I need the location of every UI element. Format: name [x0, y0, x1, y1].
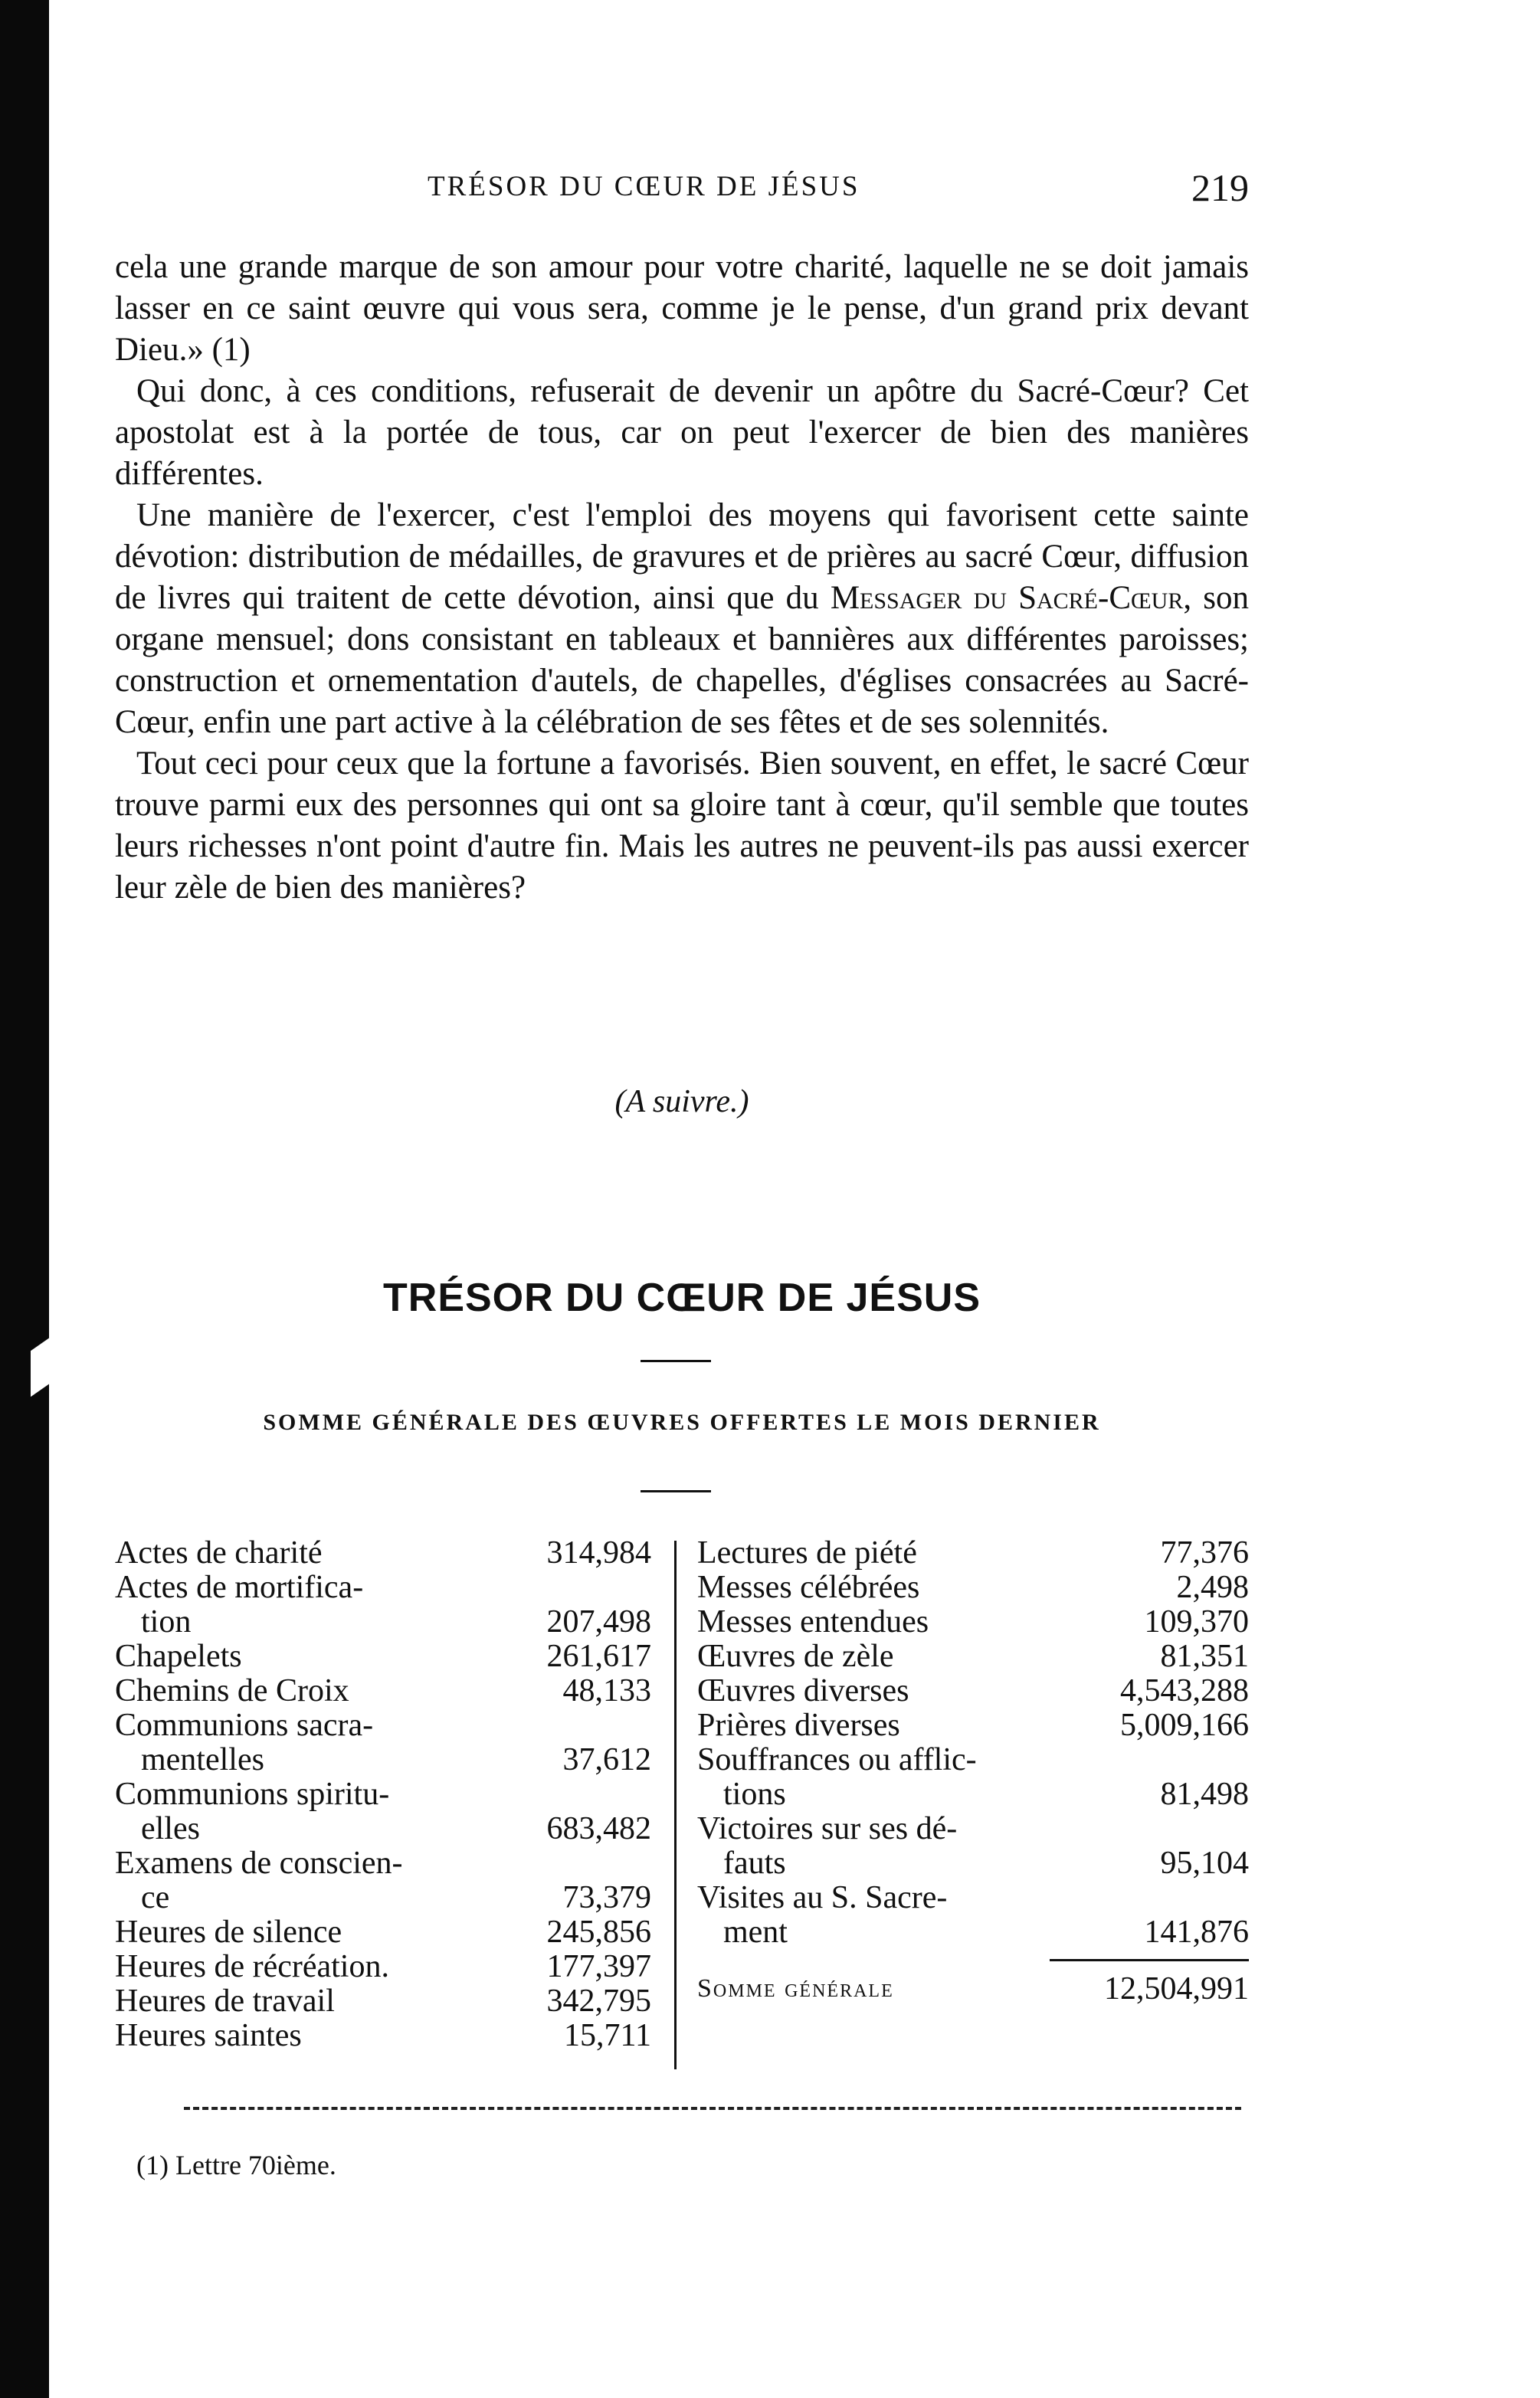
ledger-row [697, 1812, 1249, 1846]
running-title: TRÉSOR DU CŒUR DE JÉSUS [428, 171, 860, 202]
ledger-label: Chemins de Croix [115, 1674, 349, 1708]
ledger-label: Heures de récréation. [115, 1950, 389, 1984]
ledger-label: Heures saintes [115, 2019, 302, 2053]
ledger-label: Lectures de piété [697, 1536, 917, 1571]
ledger-row-continuation [115, 1743, 651, 1777]
ledger-value: 81,351 [1160, 1639, 1249, 1674]
ledger-right-column [697, 1535, 1249, 2007]
a-suivre: (A suivre.) [614, 1084, 749, 1119]
ledger-label: Messes entendues [697, 1605, 929, 1640]
ledger-label: Communions sacra- [115, 1708, 374, 1743]
ledger-label: Actes de charité [115, 1536, 323, 1571]
ledger-value: 77,376 [1160, 1535, 1249, 1571]
ledger-value: 2,498 [1176, 1570, 1249, 1605]
ledger-value: 73,379 [562, 1880, 651, 1915]
ledger-row [115, 1984, 651, 2019]
ledger-label: Messes célébrées [697, 1571, 920, 1605]
ledger-row [697, 1536, 1249, 1571]
total-label: Somme générale [697, 1974, 894, 2003]
ledger-row [115, 1571, 651, 1605]
ledger-value: 95,104 [1160, 1846, 1249, 1881]
ledger-row [115, 1915, 651, 1950]
ledger-row [697, 1571, 1249, 1605]
ledger-row-continuation [697, 1915, 1249, 1950]
ledger-label: Chapelets [115, 1640, 242, 1674]
messager-title: Messager du Sacré-Cœur [830, 580, 1184, 616]
footnote-separator [184, 2107, 1241, 2110]
ledger-value: 141,876 [1144, 1915, 1249, 1950]
ledger-label: Victoires sur ses dé- [697, 1812, 958, 1846]
paragraph-3-end: , son organe mensuel; dons consistant en tableaux et bannières aux différentes paroisses; construction et ornementation d'autels, de chapelles, d'églises consacrées au Sacré-Cœur, enfin une part active à la célébration de ses fêtes et de ses solennités. [115, 580, 1250, 740]
ledger-row [115, 1950, 651, 1984]
ledger-value: 48,133 [562, 1673, 651, 1708]
ledger-value: 109,370 [1144, 1604, 1249, 1640]
ledger-row [115, 1846, 651, 1881]
ledger-label: Actes de mortifica- [115, 1571, 364, 1605]
ledger-value: 207,498 [546, 1604, 651, 1640]
ledger-label: Heures de travail [115, 1984, 335, 2019]
ledger-row [115, 1536, 651, 1571]
ledger-label-continuation: mentelles [141, 1743, 264, 1777]
ledger-label-continuation: ce [141, 1881, 170, 1915]
ledger-label: Heures de silence [115, 1915, 342, 1950]
footnote: (1) Lettre 70ième. [136, 2150, 336, 2180]
paragraph-1: cela une grande marque de son amour pour votre charité, laquelle ne se doit jamais lasser en ce saint œuvre qui vous sera, comme je le pense, d'un grand prix devant Dieu.» (1) [115, 249, 1249, 368]
subtitle-rule [641, 1490, 711, 1492]
ledger-label: Examens de conscien- [115, 1846, 403, 1881]
ledger-value: 342,795 [546, 1984, 651, 2019]
body-text [115, 247, 1249, 909]
column-divider [674, 1541, 677, 2069]
ledger-label: Souffrances ou afflic- [697, 1743, 977, 1777]
ledger-row [115, 2019, 651, 2053]
ledger-label: Œuvres de zèle [697, 1640, 894, 1674]
ledger-row-continuation [115, 1812, 651, 1846]
ledger-row [697, 1708, 1249, 1743]
page-number: 219 [1191, 166, 1249, 209]
ledger-label-continuation: tion [141, 1605, 192, 1640]
ledger-value: 4,543,288 [1120, 1673, 1249, 1708]
ledger-row-continuation [115, 1881, 651, 1915]
section-title: TRÉSOR DU CŒUR DE JÉSUS [383, 1276, 981, 1320]
ledger-label: Communions spiritu- [115, 1777, 390, 1812]
ledger-value: 5,009,166 [1120, 1708, 1249, 1743]
ledger-label-continuation: ment [723, 1915, 788, 1950]
ledger-value: 245,856 [546, 1915, 651, 1950]
book-spine-shadow [0, 0, 49, 2398]
ledger-row [115, 1708, 651, 1743]
ledger-label-continuation: tions [723, 1777, 786, 1812]
ledger-label: Prières diverses [697, 1708, 900, 1743]
ledger-row [115, 1674, 651, 1708]
total-row [697, 1970, 1249, 2008]
title-rule [641, 1360, 711, 1362]
ledger-row-continuation [115, 1605, 651, 1640]
ledger-value: 683,482 [546, 1811, 651, 1846]
ledger-value: 177,397 [546, 1949, 651, 1984]
ledger-value: 37,612 [562, 1742, 651, 1777]
ledger-value: 81,498 [1160, 1777, 1249, 1812]
paragraph-2: Qui donc, à ces conditions, refuserait de devenir un apôtre du Sacré-Cœur? Cet apostolat est à la portée de tous, car on peut l'exercer de bien des manières différentes. [115, 373, 1249, 492]
section-subtitle: SOMME GÉNÉRALE DES ŒUVRES OFFERTES LE MOIS DERNIER [263, 1410, 1101, 1435]
paragraph-3-start: Une manière de l'exercer, c'est l'emploi des moyens qui favorisent cette sainte dévotion: distribution de médailles, de gravures et de prières au sacré Cœur, diffusion de livres qui traitent de cette dévotion, ainsi que du [115, 497, 1249, 616]
running-head [115, 166, 1249, 216]
ledger-value: 15,711 [564, 2018, 651, 2053]
ledger-row [115, 1640, 651, 1674]
total-value: 12,504,991 [1104, 1971, 1249, 2007]
ledger-label: Visites au S. Sacre- [697, 1881, 948, 1915]
ledger-row [697, 1605, 1249, 1640]
paragraph-3 [115, 495, 1249, 743]
ledger-value: 314,984 [546, 1535, 651, 1571]
ledger-label: Œuvres diverses [697, 1674, 909, 1708]
ledger-row [697, 1674, 1249, 1708]
ledger-row [115, 1777, 651, 1812]
ledger-row [697, 1743, 1249, 1777]
ledger-label-continuation: fauts [723, 1846, 786, 1881]
ledger-row-continuation [697, 1846, 1249, 1881]
ledger-left-column [115, 1536, 651, 2053]
paragraph-4: Tout ceci pour ceux que la fortune a favorisés. Bien souvent, en effet, le sacré Cœur trouve parmi eux des personnes qui ont sa gloire tant à cœur, qu'il semble que toutes leurs richesses n'ont point d'autre fin. Mais les autres ne peuvent-ils pas aussi exercer leur zèle de bien des manières? [115, 745, 1249, 906]
ledger-row-continuation [697, 1777, 1249, 1812]
total-rule [1050, 1959, 1249, 1961]
ledger-value: 261,617 [546, 1639, 651, 1674]
ledger-table [115, 1536, 1249, 2072]
ledger-label-continuation: elles [141, 1812, 200, 1846]
ledger-row [697, 1881, 1249, 1915]
ledger-row [697, 1640, 1249, 1674]
